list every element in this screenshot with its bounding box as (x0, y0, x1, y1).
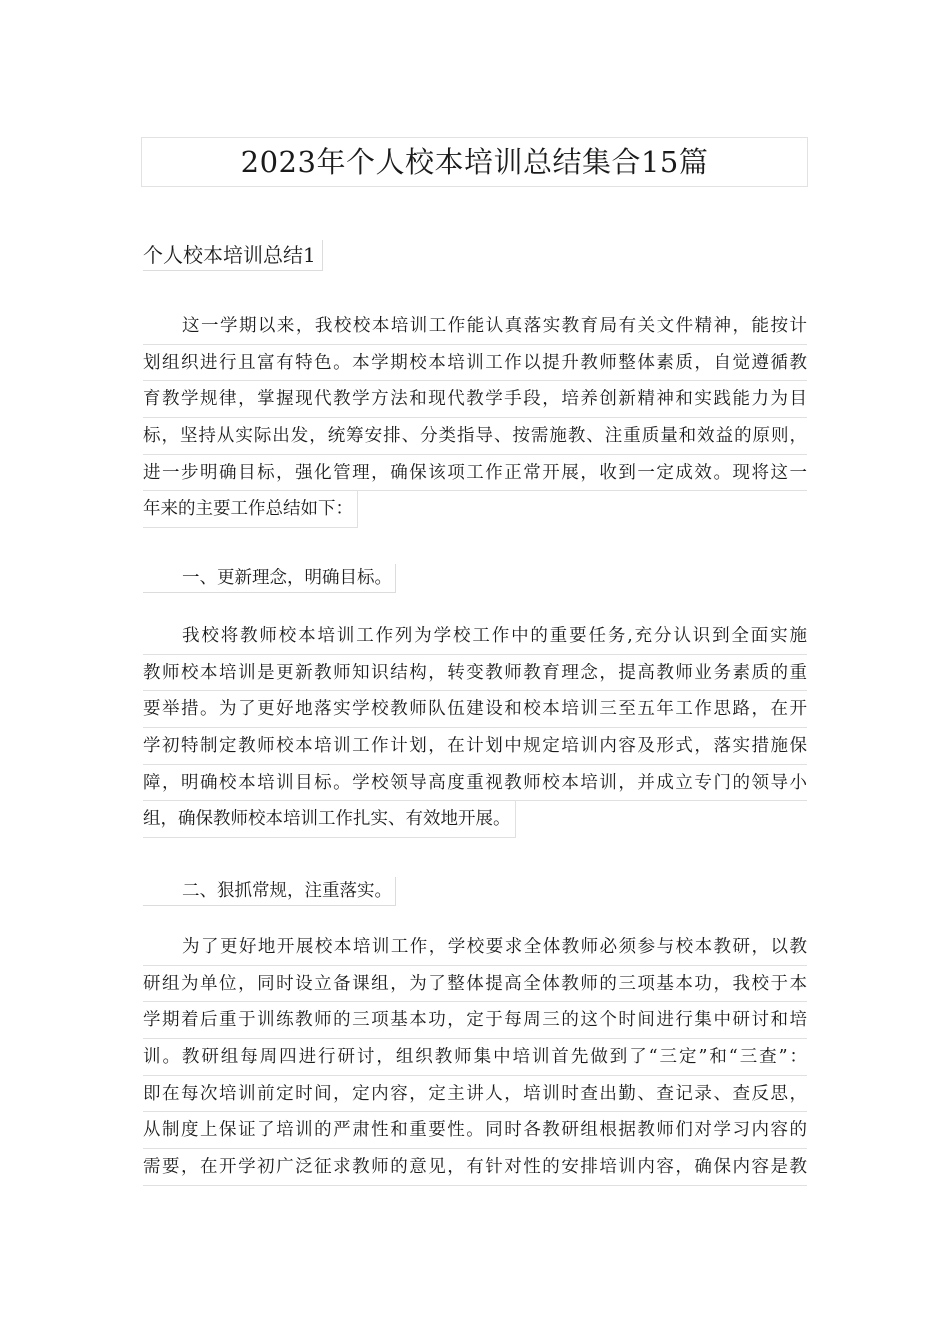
paragraph-line: 研组为单位，同时设立备课组，为了整体提高全体教师的三项基本功，我校于本 (143, 966, 807, 1003)
paragraph-line: 年来的主要工作总结如下： (143, 491, 358, 528)
paragraph-line: 障，明确校本培训目标。学校领导高度重视教师校本培训，并成立专门的领导小 (143, 765, 807, 802)
paragraph-line: 学初特制定教师校本培训工作计划，在计划中规定培训内容及形式，落实措施保 (143, 728, 807, 765)
paragraph-line: 即在每次培训前定时间，定内容，定主讲人，培训时查出勤、查记录、查反思， (143, 1076, 807, 1113)
paragraph-line: 标，坚持从实际出发，统筹安排、分类指导、按需施教、注重质量和效益的原则， (143, 418, 807, 455)
document-title: 2023年个人校本培训总结集合15篇 (141, 137, 808, 187)
paragraph-intro (143, 308, 807, 533)
paragraph-line: 这一学期以来，我校校本培训工作能认真落实教育局有关文件精神，能按计 (143, 308, 807, 345)
paragraph-line: 需要，在开学初广泛征求教师的意见，有针对性的安排培训内容，确保内容是教 (143, 1149, 807, 1186)
paragraph-line: 为了更好地开展校本培训工作，学校要求全体教师必须参与校本教研，以教 (143, 929, 807, 966)
paragraph-line: 要举措。为了更好地落实学校教师队伍建设和校本培训三至五年工作思路，在开 (143, 691, 807, 728)
paragraph-2 (143, 618, 807, 843)
subheading-2: 二、狠抓常规，注重落实。 (143, 877, 396, 906)
paragraph-line: 学期着后重于训练教师的三项基本功，定于每周三的这个时间进行集中研讨和培 (143, 1002, 807, 1039)
paragraph-line: 训。教研组每周四进行研讨，组织教师集中培训首先做到了“三定”和“三查”： (143, 1039, 807, 1076)
paragraph-line: 从制度上保证了培训的严肃性和重要性。同时各教研组根据教师们对学习内容的 (143, 1112, 807, 1149)
paragraph-3 (143, 929, 807, 1186)
paragraph-line: 组，确保教师校本培训工作扎实、有效地开展。 (143, 801, 516, 838)
subheading-1: 一、更新理念，明确目标。 (143, 564, 396, 593)
paragraph-line: 划组织进行且富有特色。本学期校本培训工作以提升教师整体素质，自觉遵循教 (143, 345, 807, 382)
paragraph-line: 育教学规律，掌握现代教学方法和现代教学手段，培养创新精神和实践能力为目 (143, 381, 807, 418)
paragraph-line: 教师校本培训是更新教师知识结构，转变教师教育理念，提高教师业务素质的重 (143, 655, 807, 692)
paragraph-line: 我校将教师校本培训工作列为学校工作中的重要任务,充分认识到全面实施 (143, 618, 807, 655)
section-heading: 个人校本培训总结1 (143, 240, 323, 271)
paragraph-line: 进一步明确目标，强化管理，确保该项工作正常开展，收到一定成效。现将这一 (143, 455, 807, 492)
